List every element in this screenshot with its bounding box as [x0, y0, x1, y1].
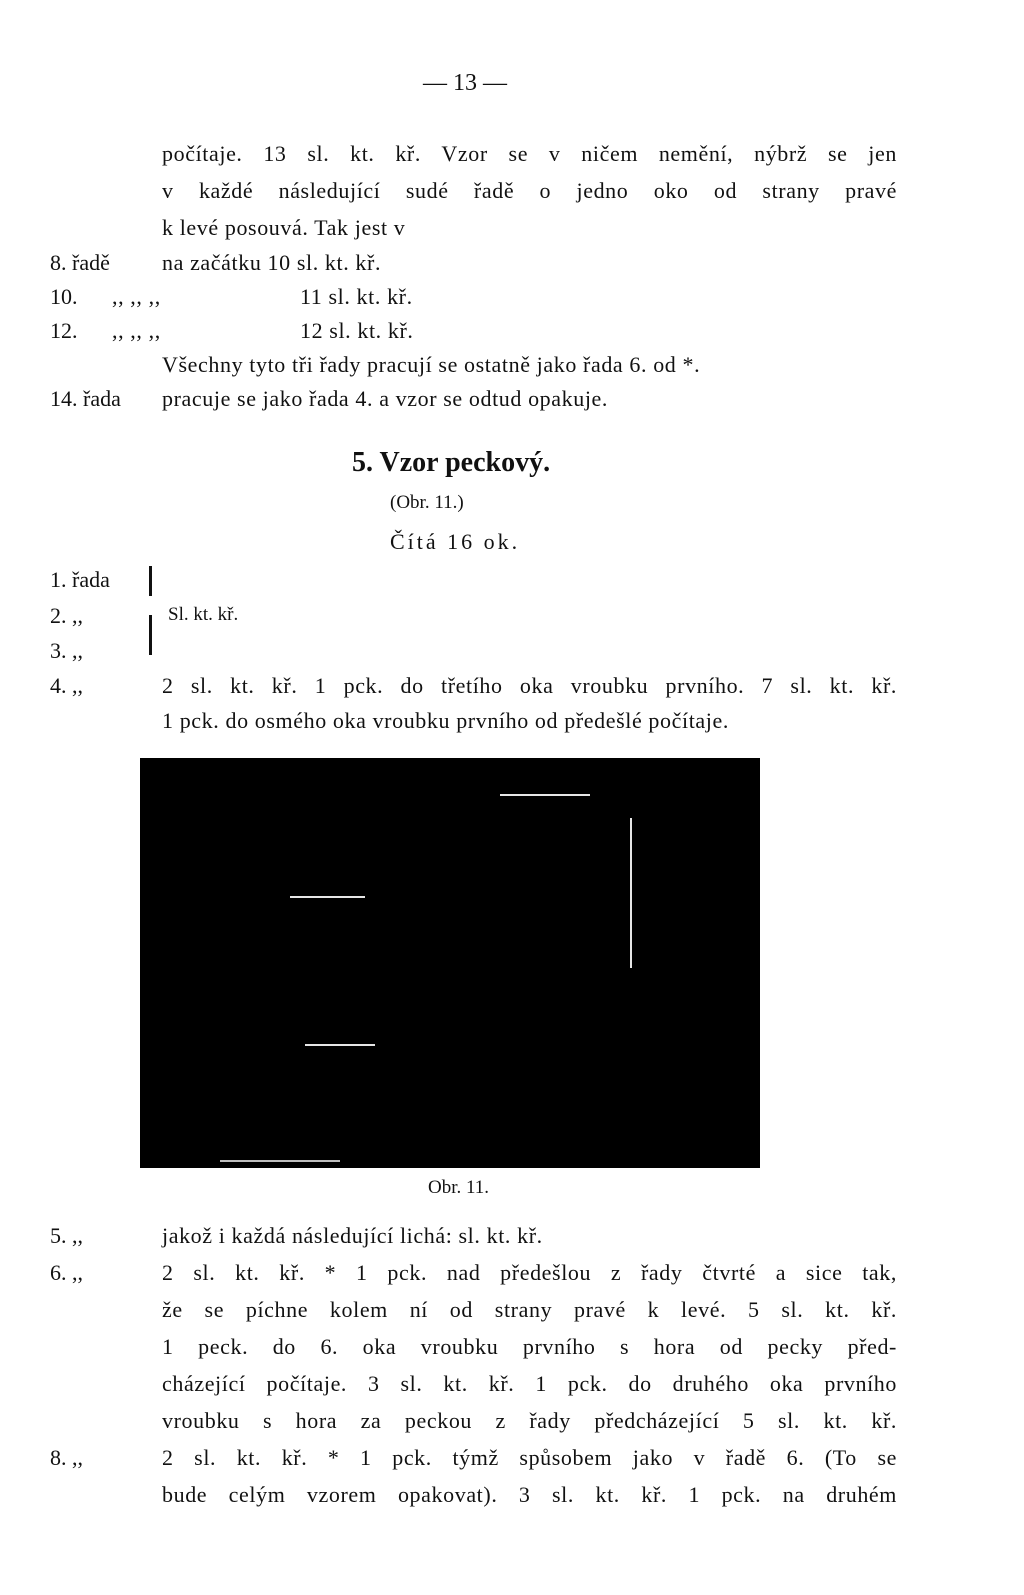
text-line: 1 peck. do 6. oka vroubku prvního s hora od pecky před-: [162, 1334, 897, 1359]
row-number: 3. ,,: [50, 638, 83, 663]
text-line: 2 sl. kt. kř. * 1 pck. nad předešlou z řady čtvrté a sice tak,: [162, 1260, 897, 1285]
text-line: 11 sl. kt. kř.: [300, 284, 413, 309]
text-line: k levé posouvá. Tak jest v: [162, 215, 406, 240]
text-line: vroubku s hora za peckou z řady předcházející 5 sl. kt. kř.: [162, 1408, 897, 1433]
text-line: na začátku 10 sl. kt. kř.: [162, 250, 382, 275]
text-line: jakož i každá následující lichá: sl. kt. kř.: [162, 1223, 543, 1248]
text-line: pracuje se jako řada 4. a vzor se odtud opakuje.: [162, 386, 609, 411]
text-line: počítaje. 13 sl. kt. kř. Vzor se v ničem nemění, nýbrž se jen: [162, 141, 897, 166]
row-number: 10.: [50, 284, 78, 309]
figure-caption: Obr. 11.: [428, 1177, 490, 1198]
row-number: 8. ,,: [50, 1445, 83, 1470]
text-line: Všechny tyto tři řady pracují se ostatně jako řada 6. od *.: [162, 352, 701, 377]
row-number: 2. ,,: [50, 603, 83, 628]
stitch-count: Čítá 16 ok.: [390, 529, 521, 554]
text-line: 1 pck. do osmého oka vroubku prvního od předešlé počítaje.: [162, 708, 729, 733]
row-number: 1. řada: [50, 567, 110, 592]
text-line: 12 sl. kt. kř.: [300, 318, 414, 343]
section-title: 5. Vzor peckový.: [352, 447, 551, 478]
row-number: 12.: [50, 318, 78, 343]
row-number: 8. řadě: [50, 250, 110, 275]
row-number: 5. ,,: [50, 1223, 83, 1248]
text-line: bude celým vzorem opakovat). 3 sl. kt. kř. 1 pck. na druhém: [162, 1482, 897, 1507]
text-line: v každé následující sudé řadě o jedno oko od strany pravé: [162, 178, 897, 203]
brace-text: Sl. kt. kř.: [168, 604, 239, 625]
row-number: 6. ,,: [50, 1260, 83, 1285]
brace: [149, 615, 152, 655]
text-line: 2 sl. kt. kř. 1 pck. do třetího oka vroubku prvního. 7 sl. kt. kř.: [162, 673, 897, 698]
page-number: — 13 —: [423, 70, 507, 96]
text-line: cházející počítaje. 3 sl. kt. kř. 1 pck. do druhého oka prvního: [162, 1371, 897, 1396]
brace: [149, 566, 152, 596]
figure-reference: (Obr. 11.): [390, 492, 464, 513]
ditto-marks: ,, ,, ,,: [112, 284, 161, 309]
text-line: že se píchne kolem ní od strany pravé k levé. 5 sl. kt. kř.: [162, 1297, 897, 1322]
text-line: 2 sl. kt. kř. * 1 pck. týmž spůsobem jako v řadě 6. (To se: [162, 1445, 897, 1470]
row-number: 14. řada: [50, 386, 121, 411]
figure-image: [140, 758, 760, 1168]
row-number: 4. ,,: [50, 673, 83, 698]
ditto-marks: ,, ,, ,,: [112, 318, 161, 343]
